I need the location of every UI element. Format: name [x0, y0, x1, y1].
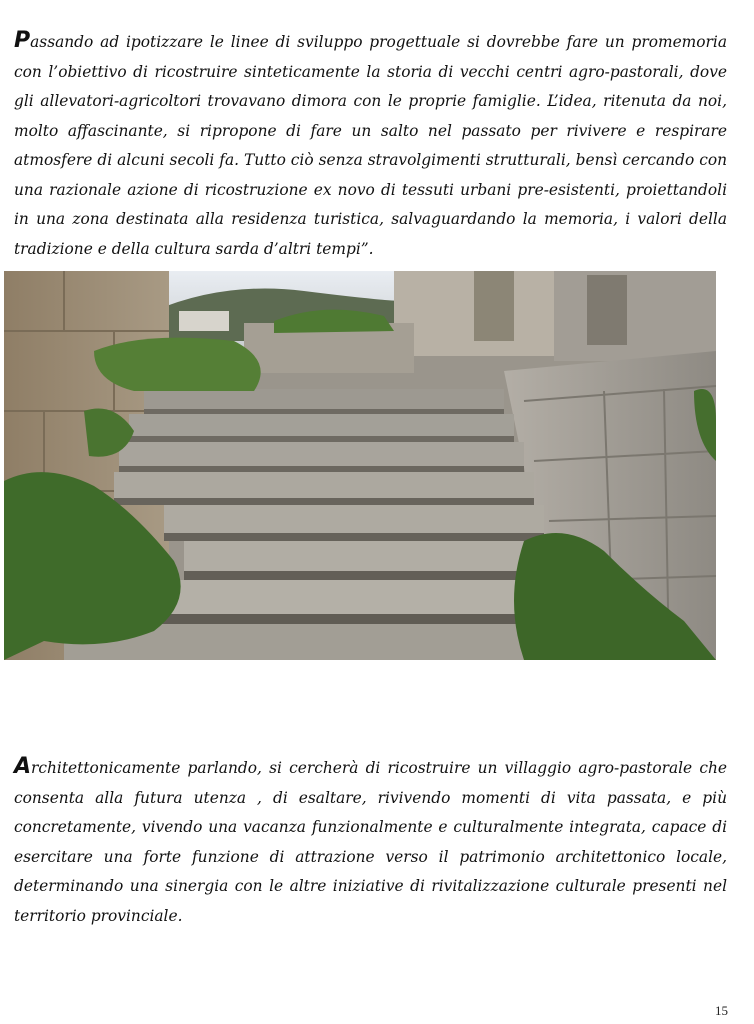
- page-number: 15: [715, 1003, 728, 1018]
- paragraph-architecture: [14, 752, 727, 931]
- paragraph-text: assando ad ipotizzare le linee di sviluppo progettuale si dovrebbe fare un promemoria con l’obiettivo di ricostruire sinteticamente la storia di vecchi centri agro-pastorali, dove gli allevatori-agricoltori trovavano dimora con le proprie famiglie. L’idea, ritenuta da noi, molto affascinante, si ripropone di fare un salto nel passato per rivivere e respirare atmosfere di alcuni secoli fa. Tutto ciò senza stravolgimenti strutturali, bensì cercando con una razionale azione di ricostruzione ex novo di tessuti urbani pre-esistenti, proiettandoli in una zona destinata alla residenza turistica, salvaguardando la memoria, i valori della tradizione e della cultura sarda d’altri tempi”.: [14, 33, 727, 258]
- drop-cap: P: [14, 28, 31, 54]
- drop-cap: A: [14, 754, 32, 780]
- stone-stairway-photo: [4, 271, 716, 660]
- paragraph-text: rchitettonicamente parlando, si cercherà di ricostruire un villaggio agro-pastorale che consenta alla futura utenza , di esaltare, rivivendo momenti di vita passata, e più concretamente, vivendo una vacanza funzionalmente e culturalmente integrata, capace di esercitare una forte funzione di attrazione verso il patrimonio architettonico locale, determinando una sinergia con le altre iniziative di rivitalizzazione culturale presenti nel territorio provinciale.: [14, 759, 727, 925]
- paragraph-intro: [14, 26, 727, 264]
